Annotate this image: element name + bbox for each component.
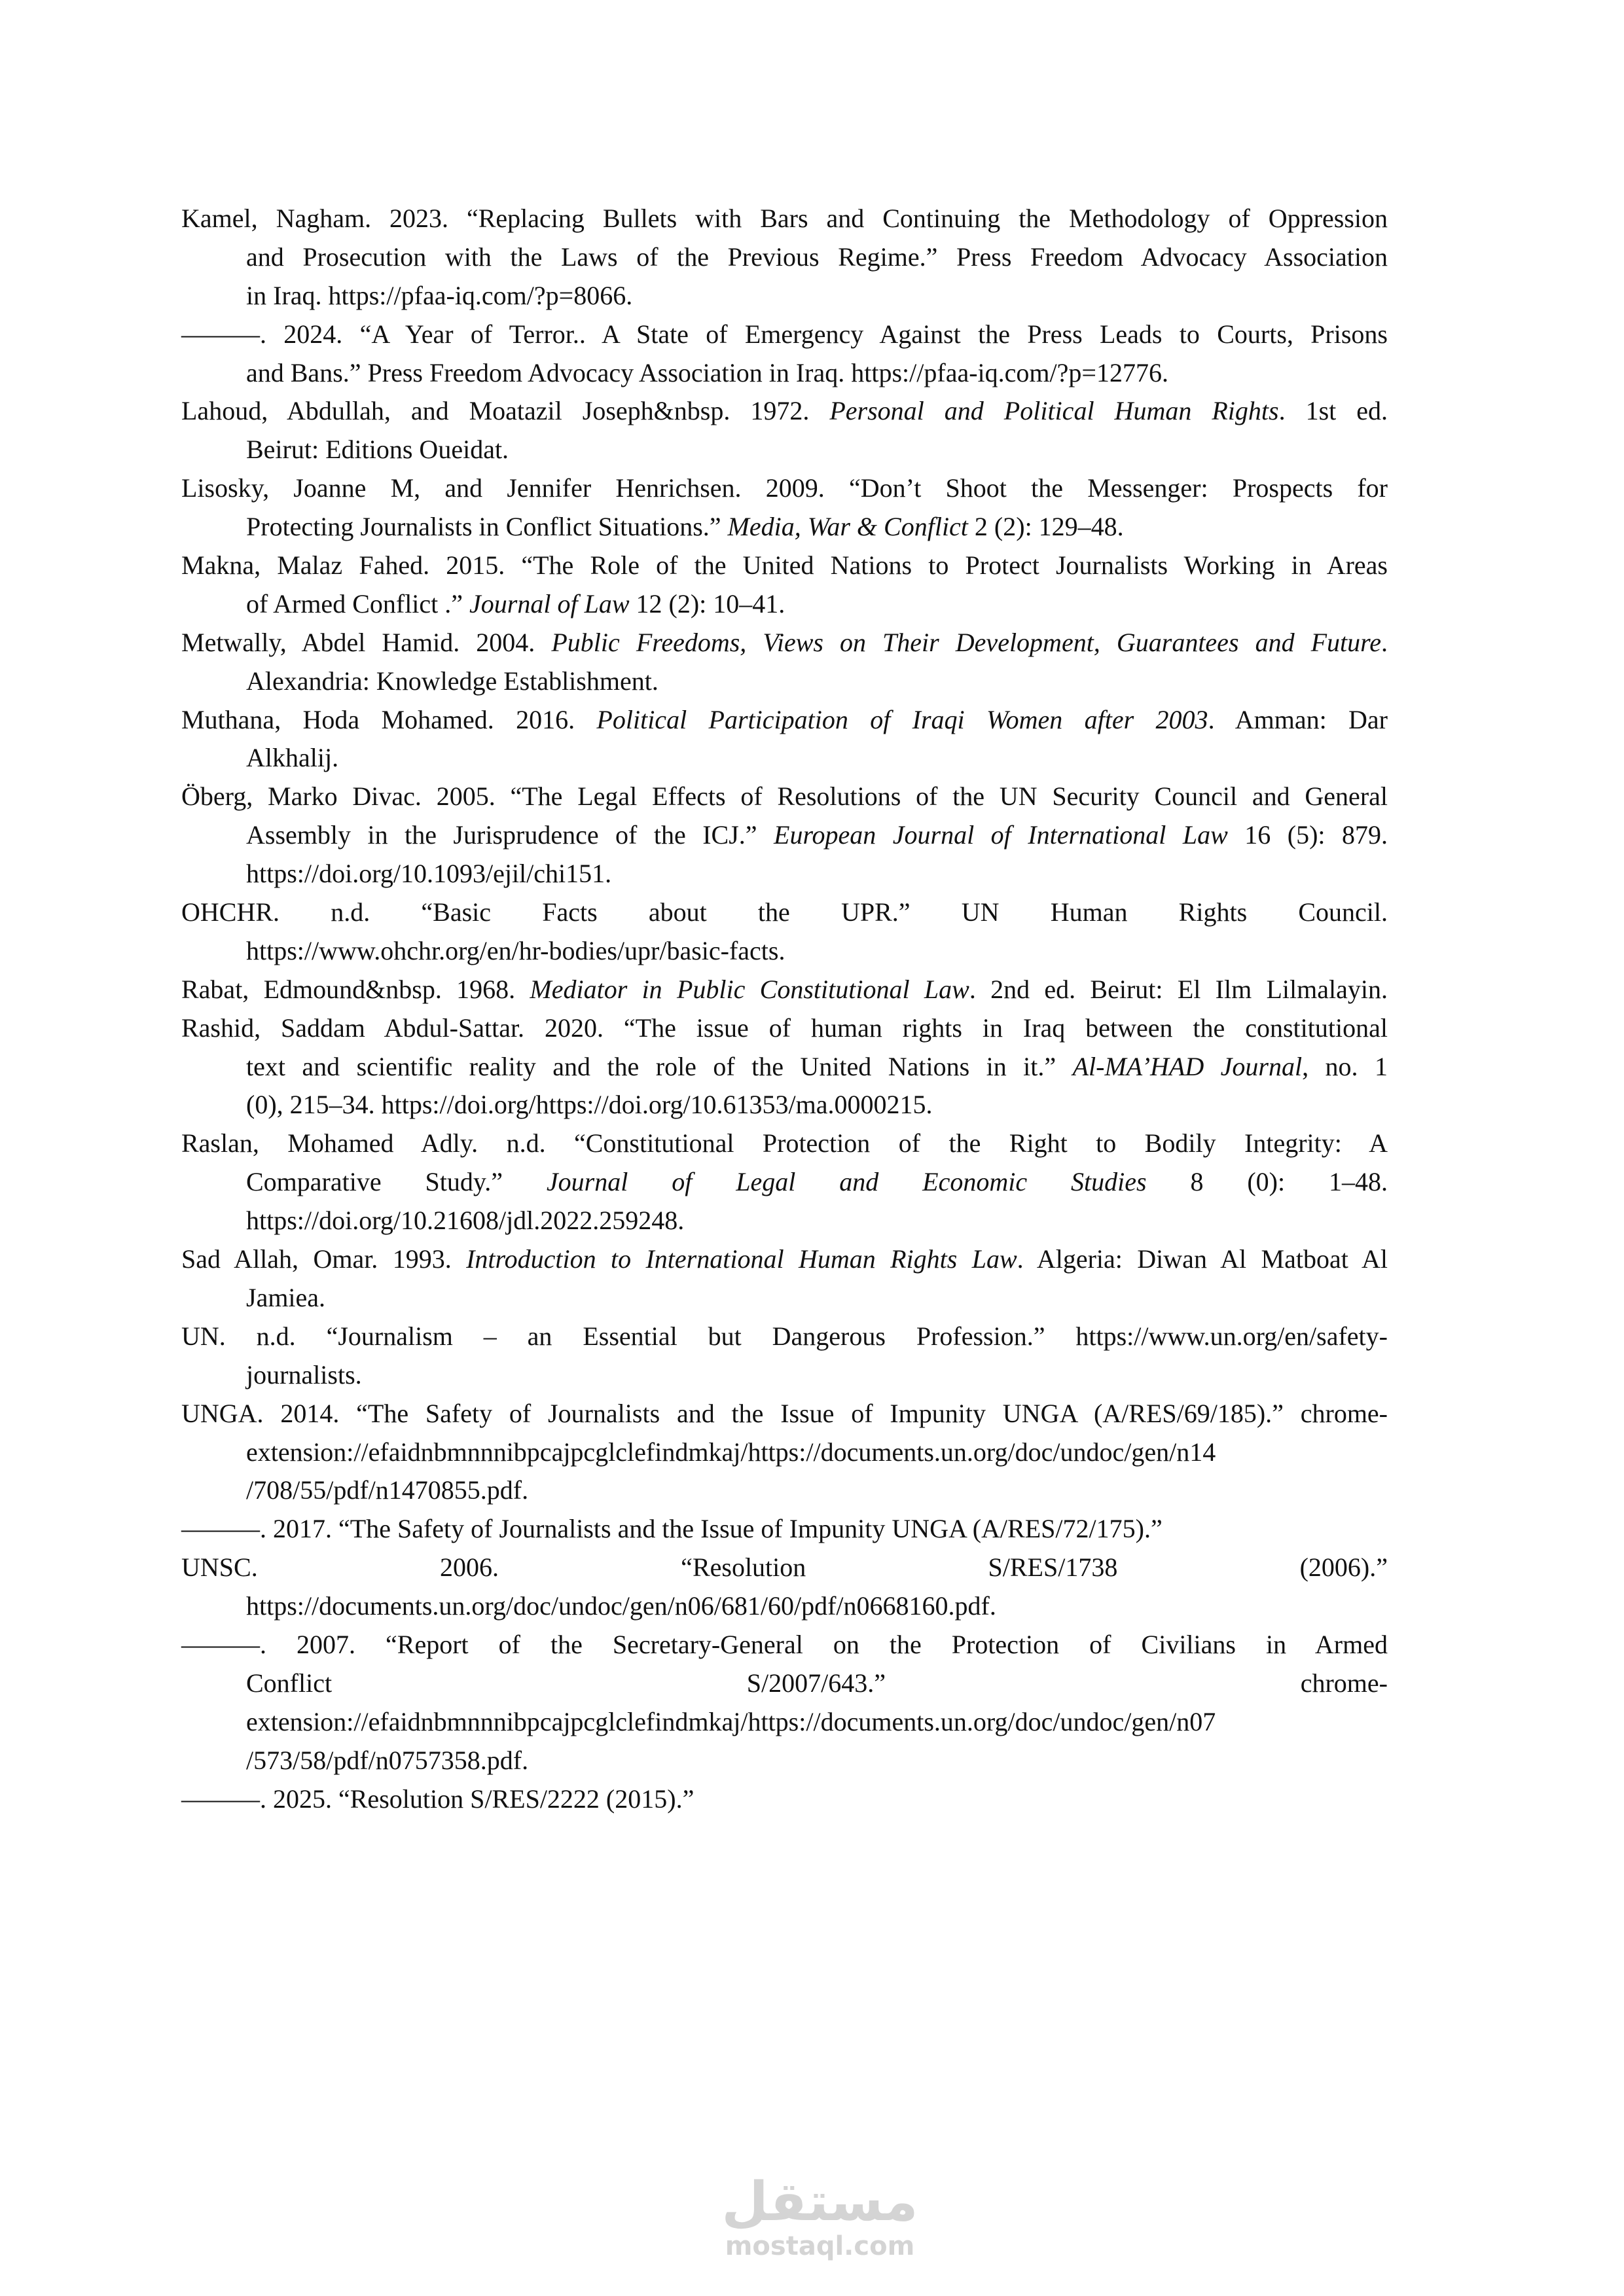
reference-line	[181, 315, 1388, 354]
reference-entry	[181, 1549, 1388, 1626]
reference-line	[181, 1742, 1388, 1780]
reference-line	[181, 624, 1388, 662]
reference-entry	[181, 315, 1388, 393]
reference-text: 8 (0): 1–48.	[1146, 1167, 1388, 1197]
reference-text: Öberg, Marko Divac. 2005. “The Legal Effects of Resolutions of the UN Security Council and General	[181, 781, 1388, 812]
reference-entry	[181, 200, 1388, 315]
reference-line	[181, 1086, 1388, 1124]
reference-text: Metwally, Abdel Hamid. 2004.	[181, 627, 552, 657]
reference-line	[181, 238, 1388, 277]
reference-title-italic: Public Freedoms, Views on Their Development, Guarantees and Future	[551, 627, 1382, 657]
reference-line	[181, 508, 1388, 547]
reference-text: Assembly in the Jurisprudence of the ICJ.”	[246, 820, 774, 850]
reference-line	[181, 200, 1388, 238]
reference-entry	[181, 624, 1388, 701]
reference-text: Rashid, Saddam Abdul-Sattar. 2020. “The issue of human rights in Iraq between the constitutional	[181, 1013, 1388, 1043]
reference-entry	[181, 1318, 1388, 1395]
reference-text: Conflict S/2007/643.” chrome-	[246, 1668, 1388, 1698]
reference-entry	[181, 1240, 1388, 1318]
reference-line	[181, 932, 1388, 971]
reference-text: https://www.ohchr.org/en/hr-bodies/upr/basic-facts.	[246, 935, 785, 965]
reference-line	[181, 739, 1388, 778]
reference-entry	[181, 1780, 1388, 1819]
reference-entry	[181, 1395, 1388, 1511]
reference-text: . Algeria: Diwan Al Matboat Al	[1017, 1244, 1388, 1274]
bibliography-list	[181, 200, 1388, 1818]
reference-line	[181, 469, 1388, 508]
reference-text: extension://efaidnbmnnnibpcajpcglclefindmkaj/https://documents.un.org/doc/undoc/gen/n07	[246, 1706, 1216, 1736]
reference-line	[181, 662, 1388, 701]
reference-entry	[181, 1510, 1388, 1549]
reference-text: Comparative Study.”	[246, 1167, 547, 1197]
reference-line	[181, 547, 1388, 585]
reference-title-italic: Media, War & Conflict	[727, 512, 968, 542]
reference-entry	[181, 893, 1388, 971]
reference-line	[181, 1587, 1388, 1626]
watermark-url: mostaql.com	[725, 2231, 915, 2261]
reference-text: Beirut: Editions Oueidat.	[246, 435, 509, 465]
reference-entry	[181, 1009, 1388, 1125]
reference-line	[181, 971, 1388, 1009]
reference-text: /573/58/pdf/n0757358.pdf.	[246, 1745, 529, 1775]
reference-line	[181, 1664, 1388, 1703]
reference-line	[181, 1009, 1388, 1048]
reference-title-italic: Political Participation of Iraqi Women after 2003	[596, 704, 1208, 734]
reference-text: of Armed Conflict .”	[246, 588, 470, 619]
reference-text: UNSC. 2006. “Resolution S/RES/1738 (2006).”	[181, 1552, 1388, 1583]
reference-line	[181, 1202, 1388, 1240]
reference-line	[181, 1163, 1388, 1202]
reference-text: in Iraq. https://pfaa-iq.com/?p=8066.	[246, 280, 633, 310]
reference-text: Kamel, Nagham. 2023. “Replacing Bullets with Bars and Continuing the Methodology of Oppression	[181, 204, 1388, 233]
reference-line	[181, 1471, 1388, 1510]
reference-line	[181, 431, 1388, 469]
reference-entry	[181, 469, 1388, 547]
reference-text: .	[1381, 627, 1388, 657]
reference-text: ———. 2007. “Report of the Secretary-General on the Protection of Civilians in Armed	[181, 1629, 1388, 1659]
reference-text: https://documents.un.org/doc/undoc/gen/n06/681/60/pdf/n0668160.pdf.	[246, 1591, 996, 1621]
reference-text: and Bans.” Press Freedom Advocacy Association in Iraq. https://pfaa-iq.com/?p=12776.	[246, 357, 1168, 387]
reference-title-italic: Mediator in Public Constitutional Law	[530, 974, 969, 1004]
reference-text: Sad Allah, Omar. 1993.	[181, 1244, 467, 1274]
reference-text: Lahoud, Abdullah, and Moatazil Joseph&nbsp. 1972.	[181, 396, 830, 426]
reference-text: ———. 2025. “Resolution S/RES/2222 (2015).”	[181, 1784, 695, 1814]
reference-text: Jamiea.	[246, 1282, 326, 1312]
reference-line	[181, 1356, 1388, 1395]
reference-line	[181, 392, 1388, 431]
reference-text: text and scientific reality and the role of the United Nations in it.”	[246, 1051, 1073, 1081]
reference-text: extension://efaidnbmnnnibpcajpcglclefindmkaj/https://documents.un.org/doc/undoc/gen/n14	[246, 1437, 1216, 1467]
reference-entry	[181, 778, 1388, 893]
reference-line	[181, 778, 1388, 816]
watermark-arabic-logo: مستقل	[721, 2171, 918, 2233]
reference-line	[181, 354, 1388, 393]
reference-line	[181, 1703, 1388, 1742]
reference-line	[181, 1626, 1388, 1664]
reference-entry	[181, 547, 1388, 624]
reference-entry	[181, 701, 1388, 778]
reference-title-italic: Personal and Political Human Rights	[829, 396, 1279, 426]
reference-text: . Amman: Dar	[1208, 704, 1388, 734]
reference-text: . 2nd ed. Beirut: El Ilm Lilmalayin.	[969, 974, 1388, 1004]
reference-text: Muthana, Hoda Mohamed. 2016.	[181, 704, 597, 734]
reference-line	[181, 277, 1388, 315]
reference-text: 12 (2): 10–41.	[629, 588, 785, 619]
mostaql-watermark	[707, 2173, 933, 2261]
reference-text: Lisosky, Joanne M, and Jennifer Henrichsen. 2009. “Don’t Shoot the Messenger: Prospects for	[181, 473, 1388, 503]
reference-text: Makna, Malaz Fahed. 2015. “The Role of the United Nations to Protect Journalists Working in Areas	[181, 550, 1388, 581]
reference-entry	[181, 1124, 1388, 1240]
reference-text: /708/55/pdf/n1470855.pdf.	[246, 1475, 529, 1505]
reference-title-italic: Journal of Law	[469, 588, 630, 619]
reference-line	[181, 701, 1388, 740]
reference-text: UN. n.d. “Journalism – an Essential but Dangerous Profession.” https://www.un.org/en/safety-	[181, 1321, 1388, 1351]
reference-entry	[181, 392, 1388, 469]
reference-entry	[181, 1626, 1388, 1780]
reference-line	[181, 585, 1388, 624]
reference-line	[181, 1124, 1388, 1163]
reference-text: ———. 2017. “The Safety of Journalists and the Issue of Impunity UNGA (A/RES/72/175).”	[181, 1514, 1163, 1544]
reference-text: Protecting Journalists in Conflict Situations.”	[246, 512, 728, 542]
reference-text: Raslan, Mohamed Adly. n.d. “Constitutional Protection of the Right to Bodily Integrity: A	[181, 1128, 1388, 1158]
reference-line	[181, 816, 1388, 855]
reference-text: OHCHR. n.d. “Basic Facts about the UPR.” UN Human Rights Council.	[181, 897, 1388, 927]
reference-title-italic: European Journal of International Law	[774, 820, 1228, 850]
reference-text: ———. 2024. “A Year of Terror.. A State of Emergency Against the Press Leads to Courts, Prisons	[181, 319, 1388, 349]
reference-line	[181, 1549, 1388, 1587]
reference-text: and Prosecution with the Laws of the Previous Regime.” Press Freedom Advocacy Association	[246, 242, 1388, 272]
reference-text: https://doi.org/10.1093/ejil/chi151.	[246, 859, 612, 889]
reference-line	[181, 855, 1388, 893]
reference-text: . 1st ed.	[1278, 396, 1388, 426]
reference-line	[181, 893, 1388, 932]
reference-line	[181, 1240, 1388, 1279]
reference-text: Alexandria: Knowledge Establishment.	[246, 666, 659, 696]
reference-text: journalists.	[246, 1359, 362, 1390]
reference-line	[181, 1048, 1388, 1086]
reference-line	[181, 1279, 1388, 1318]
reference-text: Rabat, Edmound&nbsp. 1968.	[181, 974, 530, 1004]
reference-text: (0), 215–34. https://doi.org/https://doi.org/10.61353/ma.0000215.	[246, 1090, 933, 1120]
reference-title-italic: Introduction to International Human Rights Law	[466, 1244, 1017, 1274]
reference-line	[181, 1395, 1388, 1433]
reference-text: Alkhalij.	[246, 743, 339, 773]
reference-text: 16 (5): 879.	[1227, 820, 1388, 850]
reference-line	[181, 1318, 1388, 1356]
reference-line	[181, 1510, 1388, 1549]
reference-line	[181, 1433, 1388, 1472]
reference-entry	[181, 971, 1388, 1009]
reference-title-italic: Al-MA’HAD Journal	[1072, 1051, 1303, 1081]
reference-text: , no. 1	[1302, 1051, 1388, 1081]
reference-title-italic: Journal of Legal and Economic Studies	[546, 1167, 1147, 1197]
reference-text: UNGA. 2014. “The Safety of Journalists and the Issue of Impunity UNGA (A/RES/69/185).” chrome-	[181, 1398, 1388, 1428]
reference-line	[181, 1780, 1388, 1819]
reference-text: 2 (2): 129–48.	[967, 512, 1124, 542]
reference-text: https://doi.org/10.21608/jdl.2022.259248.	[246, 1206, 685, 1236]
